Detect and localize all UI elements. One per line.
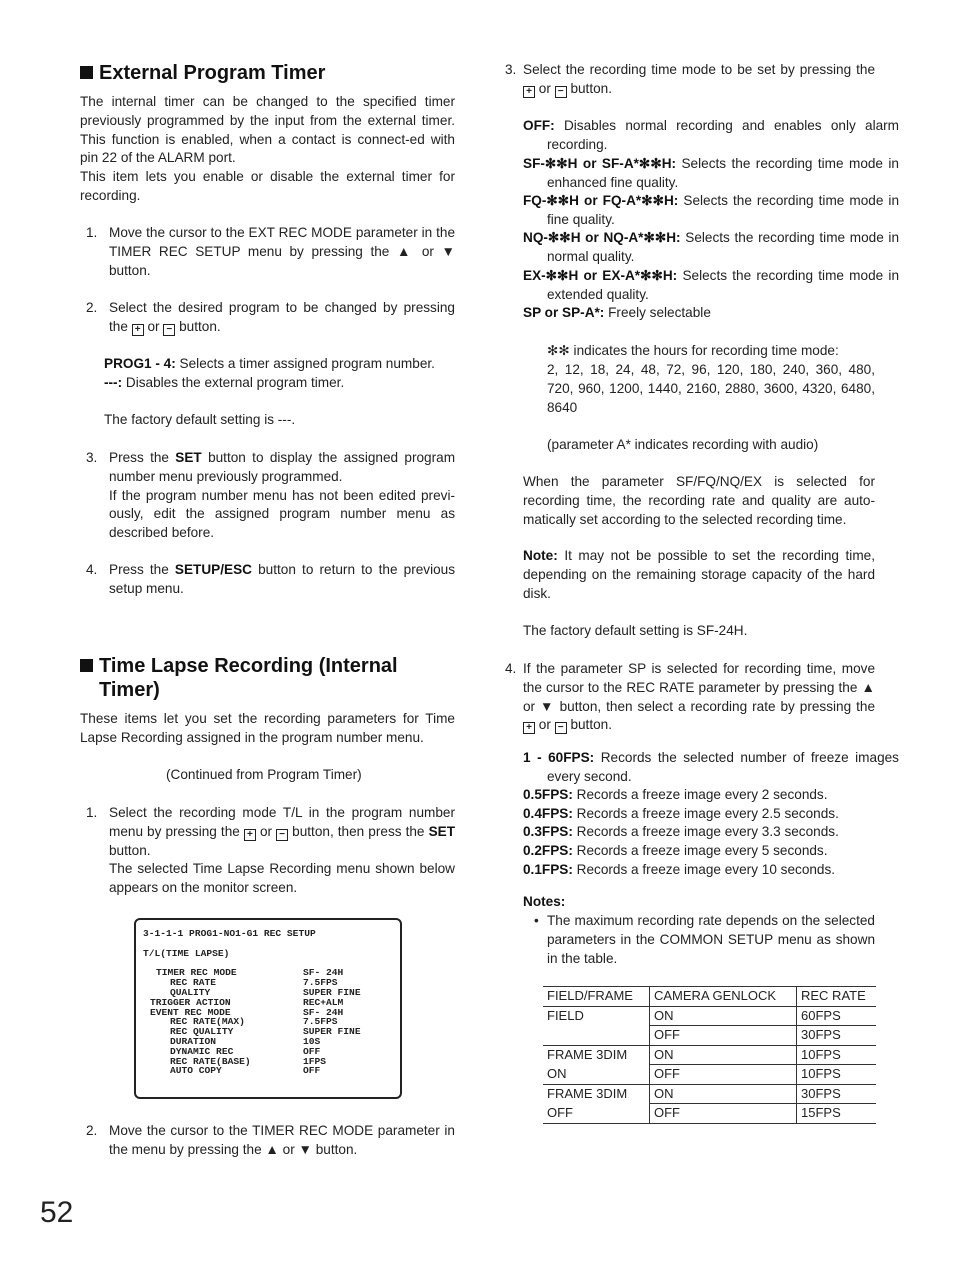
rec-step-4 xyxy=(505,660,875,735)
fq-definition: FQ-✻✻H or FQ-A*✻✻H: Selects the recording time mode in fine quality. xyxy=(523,193,899,227)
minus-key-icon: − xyxy=(163,324,175,336)
table-row xyxy=(543,1045,876,1065)
step-text: Press the SET button to display the assigned program number menu previously programmed. If the program number menu has not been edited previ-ously, edit the assigned program number menu as described before. xyxy=(109,450,456,541)
osd-label: TRIGGER ACTION xyxy=(150,997,231,1008)
minus-key-icon: − xyxy=(276,829,288,841)
step-number: 2. xyxy=(86,1123,98,1138)
table-cell: 60FPS xyxy=(797,1006,877,1026)
osd-value: SF- 24H xyxy=(303,967,344,978)
square-bullet-icon xyxy=(80,66,93,79)
rec-step-3 xyxy=(505,61,875,99)
page-number: 52 xyxy=(40,1196,74,1229)
table-cell: 10FPS xyxy=(797,1065,877,1085)
table-cell: ON xyxy=(650,1006,797,1026)
off-definition: OFF: Disables normal recording and enables only alarm recording. xyxy=(523,118,899,152)
table-row xyxy=(543,1006,876,1026)
note: Note: It may not be possible to set the recording time, depending on the remaining storage capacity of the hard disk. xyxy=(523,548,875,601)
table-cell: 10FPS xyxy=(797,1045,877,1065)
step-number: 4. xyxy=(86,562,98,577)
step-number: 4. xyxy=(505,661,517,676)
fps02-definition: 0.2FPS: Records a freeze image every 5 seconds. xyxy=(523,843,828,858)
step-text: Select the recording mode T/L in the program number menu by pressing the + or − button, then press the SET button. The selected Time Lapse Recording menu shown below appears on the monitor screen. xyxy=(109,805,455,896)
step-text: Select the recording time mode to be set by pressing the + or − button. xyxy=(523,62,875,97)
osd-label: REC RATE(BASE) xyxy=(170,1056,251,1067)
fps03-definition: 0.3FPS: Records a freeze image every 3.3 seconds. xyxy=(523,824,839,839)
nq-definition: NQ-✻✻H or NQ-A*✻✻H: Selects the recording time mode in normal quality. xyxy=(523,230,900,264)
sf-definition: SF-✻✻H or SF-A*✻✻H: Selects the recording time mode in enhanced fine quality. xyxy=(523,156,899,190)
osd-label: QUALITY xyxy=(170,987,211,998)
tl-intro: These items let you set the recording parameters for Time Lapse Recording assigned in the program number menu. xyxy=(80,711,455,745)
step-number: 3. xyxy=(505,62,517,77)
hours-list: 2, 12, 18, 24, 48, 72, 96, 120, 180, 240, 360, 480, 720, 960, 1200, 1440, 2160, 2880, 3600, 4320, 6480, 8640 xyxy=(547,362,875,415)
tl-step-2 xyxy=(86,1122,455,1160)
prog-definition: PROG1 - 4: Selects a timer assigned program number. xyxy=(104,356,435,371)
osd-value: 7.5FPS xyxy=(303,977,338,988)
tl-continued: (Continued from Program Timer) xyxy=(166,767,362,782)
ext-step-4 xyxy=(86,561,455,599)
table-cell: OFF xyxy=(650,1104,797,1124)
table-cell: 30FPS xyxy=(797,1084,877,1104)
plus-key-icon: + xyxy=(523,722,535,734)
table-cell: FIELD xyxy=(547,1008,584,1023)
dash-definition: ---: Disables the external program timer. xyxy=(104,375,345,390)
osd-subheader: T/L(TIME LAPSE) xyxy=(143,948,230,959)
ext-step-1 xyxy=(86,224,455,280)
section-title-time-lapse: Time Lapse Recording (Internal Timer) xyxy=(80,654,455,702)
table-row xyxy=(543,1104,876,1124)
ext-intro-2: This item lets you enable or disable the external timer for recording. xyxy=(80,169,455,203)
plus-key-icon: + xyxy=(244,829,256,841)
rec-rate-table xyxy=(543,986,876,1124)
minus-key-icon: − xyxy=(555,86,567,98)
table-cell: 30FPS xyxy=(797,1026,877,1046)
notes-title: Notes: xyxy=(523,894,566,909)
osd-value: OFF xyxy=(303,1046,321,1057)
table-header: REC RATE xyxy=(797,987,877,1007)
fps60-definition: 1 - 60FPS: Records the selected number of freeze images every second. xyxy=(523,750,899,784)
osd-label: REC RATE xyxy=(170,977,217,988)
ext-step-3 xyxy=(86,449,455,543)
audio-note: (parameter A* indicates recording with audio) xyxy=(547,437,819,452)
default-sf: The factory default setting is SF-24H. xyxy=(523,623,748,638)
step-text: Select the desired program to be changed by pressing the + or − button. xyxy=(109,300,455,335)
notes-bullet: The maximum recording rate depends on the selected parameters in the COMMON SETUP menu as shown in the table. xyxy=(547,913,875,966)
osd-label: DURATION xyxy=(170,1036,217,1047)
plus-key-icon: + xyxy=(132,324,144,336)
table-cell: ON xyxy=(650,1084,797,1104)
section-title-external-program-timer: External Program Timer xyxy=(80,61,325,85)
step-number: 1. xyxy=(86,805,98,820)
fps04-definition: 0.4FPS: Records a freeze image every 2.5 seconds. xyxy=(523,806,839,821)
step-text: Press the SETUP/ESC button to return to the previous setup menu. xyxy=(109,562,456,596)
table-row xyxy=(543,1084,876,1104)
step-text: Move the cursor to the TIMER REC MODE parameter in the menu by pressing the ▲ or ▼ button. xyxy=(109,1123,455,1157)
fps05-definition: 0.5FPS: Records a freeze image every 2 seconds. xyxy=(523,787,828,802)
tl-step-1 xyxy=(86,804,455,898)
ext-intro-1: The internal timer can be changed to the specified timer previously programmed by the input from the external timer. This function is enabled, when a contact is connect-ed with pin 22 of the ALARM port. xyxy=(80,94,455,166)
square-bullet-icon xyxy=(80,659,93,672)
ext-default: The factory default setting is ---. xyxy=(104,412,296,427)
step-text: If the parameter SP is selected for recording time, move the cursor to the REC RATE parameter by pressing the ▲ or ▼ button, then select a recording rate by pressing the + or − button. xyxy=(523,661,875,734)
minus-key-icon: − xyxy=(555,722,567,734)
step-number: 2. xyxy=(86,300,98,315)
table-cell: FRAME 3DIM xyxy=(547,1086,628,1101)
osd-value: SF- 24H xyxy=(303,1007,344,1018)
bullet-icon: • xyxy=(534,913,539,928)
table-cell xyxy=(543,1026,650,1046)
table-cell: ON xyxy=(543,1065,650,1085)
monitor-menu-screen xyxy=(134,918,402,1099)
osd-header: 3-1-1-1 PROG1-NO1-G1 REC SETUP xyxy=(143,928,316,939)
table-header-row xyxy=(543,987,876,1007)
table-row xyxy=(543,1065,876,1085)
table-header: CAMERA GENLOCK xyxy=(650,987,797,1007)
osd-value: SUPER FINE xyxy=(303,987,361,998)
osd-value: SUPER FINE xyxy=(303,1026,361,1037)
table-header: FIELD/FRAME xyxy=(543,987,650,1007)
ext-step-2 xyxy=(86,299,455,337)
fps01-definition: 0.1FPS: Records a freeze image every 10 seconds. xyxy=(523,862,836,877)
osd-value: OFF xyxy=(303,1065,321,1076)
step-number: 1. xyxy=(86,225,98,240)
table-cell: 15FPS xyxy=(797,1104,877,1124)
when-paragraph: When the parameter SF/FQ/NQ/EX is selected for recording time, the recording rate and quality are auto-matically set according to the selected recording time. xyxy=(523,474,875,527)
ex-definition: EX-✻✻H or EX-A*✻✻H: Selects the recording time mode in extended quality. xyxy=(523,268,899,302)
table-cell: FRAME 3DIM xyxy=(547,1047,628,1062)
step-text: Move the cursor to the EXT REC MODE parameter in the TIMER REC SETUP menu by pressing the ▲ or ▼ button. xyxy=(109,225,455,278)
osd-label: REC QUALITY xyxy=(170,1026,234,1037)
osd-label: REC RATE(MAX) xyxy=(170,1016,245,1027)
table-row xyxy=(543,1026,876,1046)
table-cell: OFF xyxy=(650,1026,797,1046)
plus-key-icon: + xyxy=(523,86,535,98)
table-cell: OFF xyxy=(650,1065,797,1085)
table-cell: ON xyxy=(650,1045,797,1065)
osd-value: REC+ALM xyxy=(303,997,344,1008)
step-number: 3. xyxy=(86,450,98,465)
hours-note: ✻✻ indicates the hours for recording time mode: xyxy=(547,343,839,358)
table-cell: OFF xyxy=(543,1104,650,1124)
osd-label: AUTO COPY xyxy=(170,1065,222,1076)
osd-value: 10S xyxy=(303,1036,321,1047)
osd-label: TIMER REC MODE xyxy=(156,967,237,978)
sp-definition: SP or SP-A*: Freely selectable xyxy=(523,305,711,320)
osd-value: 1FPS xyxy=(303,1056,327,1067)
osd-value: 7.5FPS xyxy=(303,1016,338,1027)
osd-label: EVENT REC MODE xyxy=(150,1007,231,1018)
osd-label: DYNAMIC REC xyxy=(170,1046,234,1057)
